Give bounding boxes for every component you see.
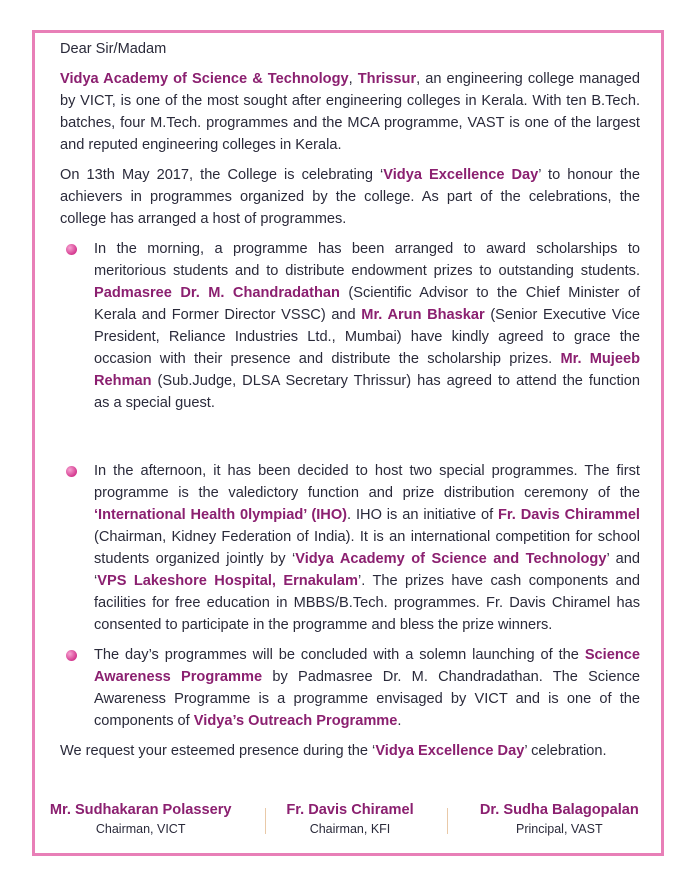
highlighted-text: Fr. Davis Chirammel bbox=[498, 507, 640, 523]
bullet-dot-icon bbox=[66, 650, 77, 661]
signatory-title: Chairman, KFI bbox=[309, 822, 391, 836]
text-segment: In the afternoon, it has been decided to host two special programmes. The first programme is the valedictory function and prize distribution ceremony of the bbox=[94, 463, 640, 501]
text-segment: (Sub.Judge, DLSA Secretary Thrissur) has agreed to attend the function as a special guest. bbox=[94, 373, 640, 411]
text-segment: ’ and ‘ bbox=[94, 551, 641, 589]
signature-block bbox=[36, 800, 664, 838]
highlighted-text: VPS Lakeshore Hospital, Ernakulam bbox=[97, 573, 358, 589]
request-paragraph bbox=[60, 740, 640, 762]
text-segment: ’. The prizes have cash components and facilities for free education in MBBS/B.Tech. programmes. Fr. Davis Chiramel has consented to participate in the programme and bless the prize winners. bbox=[94, 573, 641, 633]
text-segment: On 13th May 2017, the College is celebrating ‘ bbox=[60, 167, 384, 183]
highlighted-text: Mr. Arun Bhaskar bbox=[361, 307, 485, 323]
text-segment: We request your esteemed presence during the ‘ bbox=[60, 743, 376, 759]
highlighted-text: Vidya Excellence Day bbox=[383, 167, 539, 183]
text-segment: . IHO is an initiative of bbox=[347, 507, 499, 523]
signatory-name: Fr. Davis Chiramel bbox=[286, 802, 414, 818]
highlighted-text: Padmasree Dr. M. Chandradathan bbox=[94, 285, 340, 301]
salutation: Dear Sir/Madam bbox=[60, 41, 167, 57]
list-item-morning bbox=[60, 238, 640, 414]
text-segment: (Chairman, Kidney Federation of India). It is an international competition for school students organized jointly by ‘ bbox=[94, 529, 640, 567]
highlighted-text: Vidya Academy of Science and Technology bbox=[295, 551, 607, 567]
text-segment: In the morning, a programme has been arranged to award scholarships to meritorious students and to distribute endowment prizes to outstanding students. bbox=[94, 241, 640, 279]
list-item-afternoon bbox=[60, 460, 640, 636]
text-segment: . bbox=[397, 713, 402, 729]
highlighted-text: Mr. Mujeeb Rehman bbox=[94, 351, 640, 389]
text-segment: , bbox=[348, 71, 358, 87]
signatory-name: Dr. Sudha Balagopalan bbox=[479, 802, 639, 818]
highlighted-text: ‘International Health 0lympiad’ (IHO) bbox=[94, 507, 348, 523]
text-segment: , an engineering college managed by VICT, is one of the most sought after engineering colleges in Kerala. With ten B.Tech. batches, four M.Tech. programmes and the MCA programme, VAST is one of the largest and reputed engineering colleges in Kerala. bbox=[60, 71, 641, 153]
bullet-dot-icon bbox=[66, 466, 77, 477]
intro-paragraph bbox=[60, 68, 640, 156]
list-item-conclusion bbox=[60, 644, 640, 732]
text-segment: ’ celebration. bbox=[524, 743, 607, 759]
signature-divider bbox=[265, 808, 266, 834]
signatory-title: Chairman, VICT bbox=[95, 822, 186, 836]
signatory-title: Principal, VAST bbox=[516, 822, 603, 836]
signatory-chairman-kfi bbox=[245, 800, 454, 838]
list-item-text bbox=[94, 238, 640, 414]
highlighted-text: Vidya Academy of Science & Technology bbox=[60, 71, 349, 87]
highlighted-text: Science Awareness Programme bbox=[94, 647, 640, 685]
text-segment: (Scientific Advisor to the Chief Minister of Kerala and Former Director VSSC) and bbox=[94, 285, 640, 323]
signatory-principal bbox=[455, 800, 664, 838]
event-paragraph bbox=[60, 164, 640, 230]
bullet-dot-icon bbox=[66, 244, 77, 255]
highlighted-text: Thrissur bbox=[357, 71, 417, 87]
signature-divider bbox=[447, 808, 448, 834]
highlighted-text: Vidya’s Outreach Programme bbox=[193, 713, 398, 729]
list-item-text bbox=[94, 644, 640, 732]
letter-body bbox=[60, 38, 640, 762]
text-segment: The day’s programmes will be concluded with a solemn launching of the bbox=[94, 647, 585, 663]
signatory-chairman-vict bbox=[36, 800, 245, 838]
text-segment: by Padmasree Dr. M. Chandradathan. The Science Awareness Programme is a programme envisaged by VICT and is one of the components of bbox=[94, 669, 640, 729]
signatory-name: Mr. Sudhakaran Polassery bbox=[49, 802, 232, 818]
highlighted-text: Vidya Excellence Day bbox=[375, 743, 525, 759]
text-segment: (Senior Executive Vice President, Reliance Industries Ltd., Mumbai) have kindly agreed to grace the occasion with their presence and distribute the scholarship prizes. bbox=[94, 307, 640, 367]
text-segment: ’ to honour the achievers in programmes organized by the college. As part of the celebrations, the college has arranged a host of programmes. bbox=[60, 167, 640, 227]
list-item-text bbox=[94, 460, 640, 636]
